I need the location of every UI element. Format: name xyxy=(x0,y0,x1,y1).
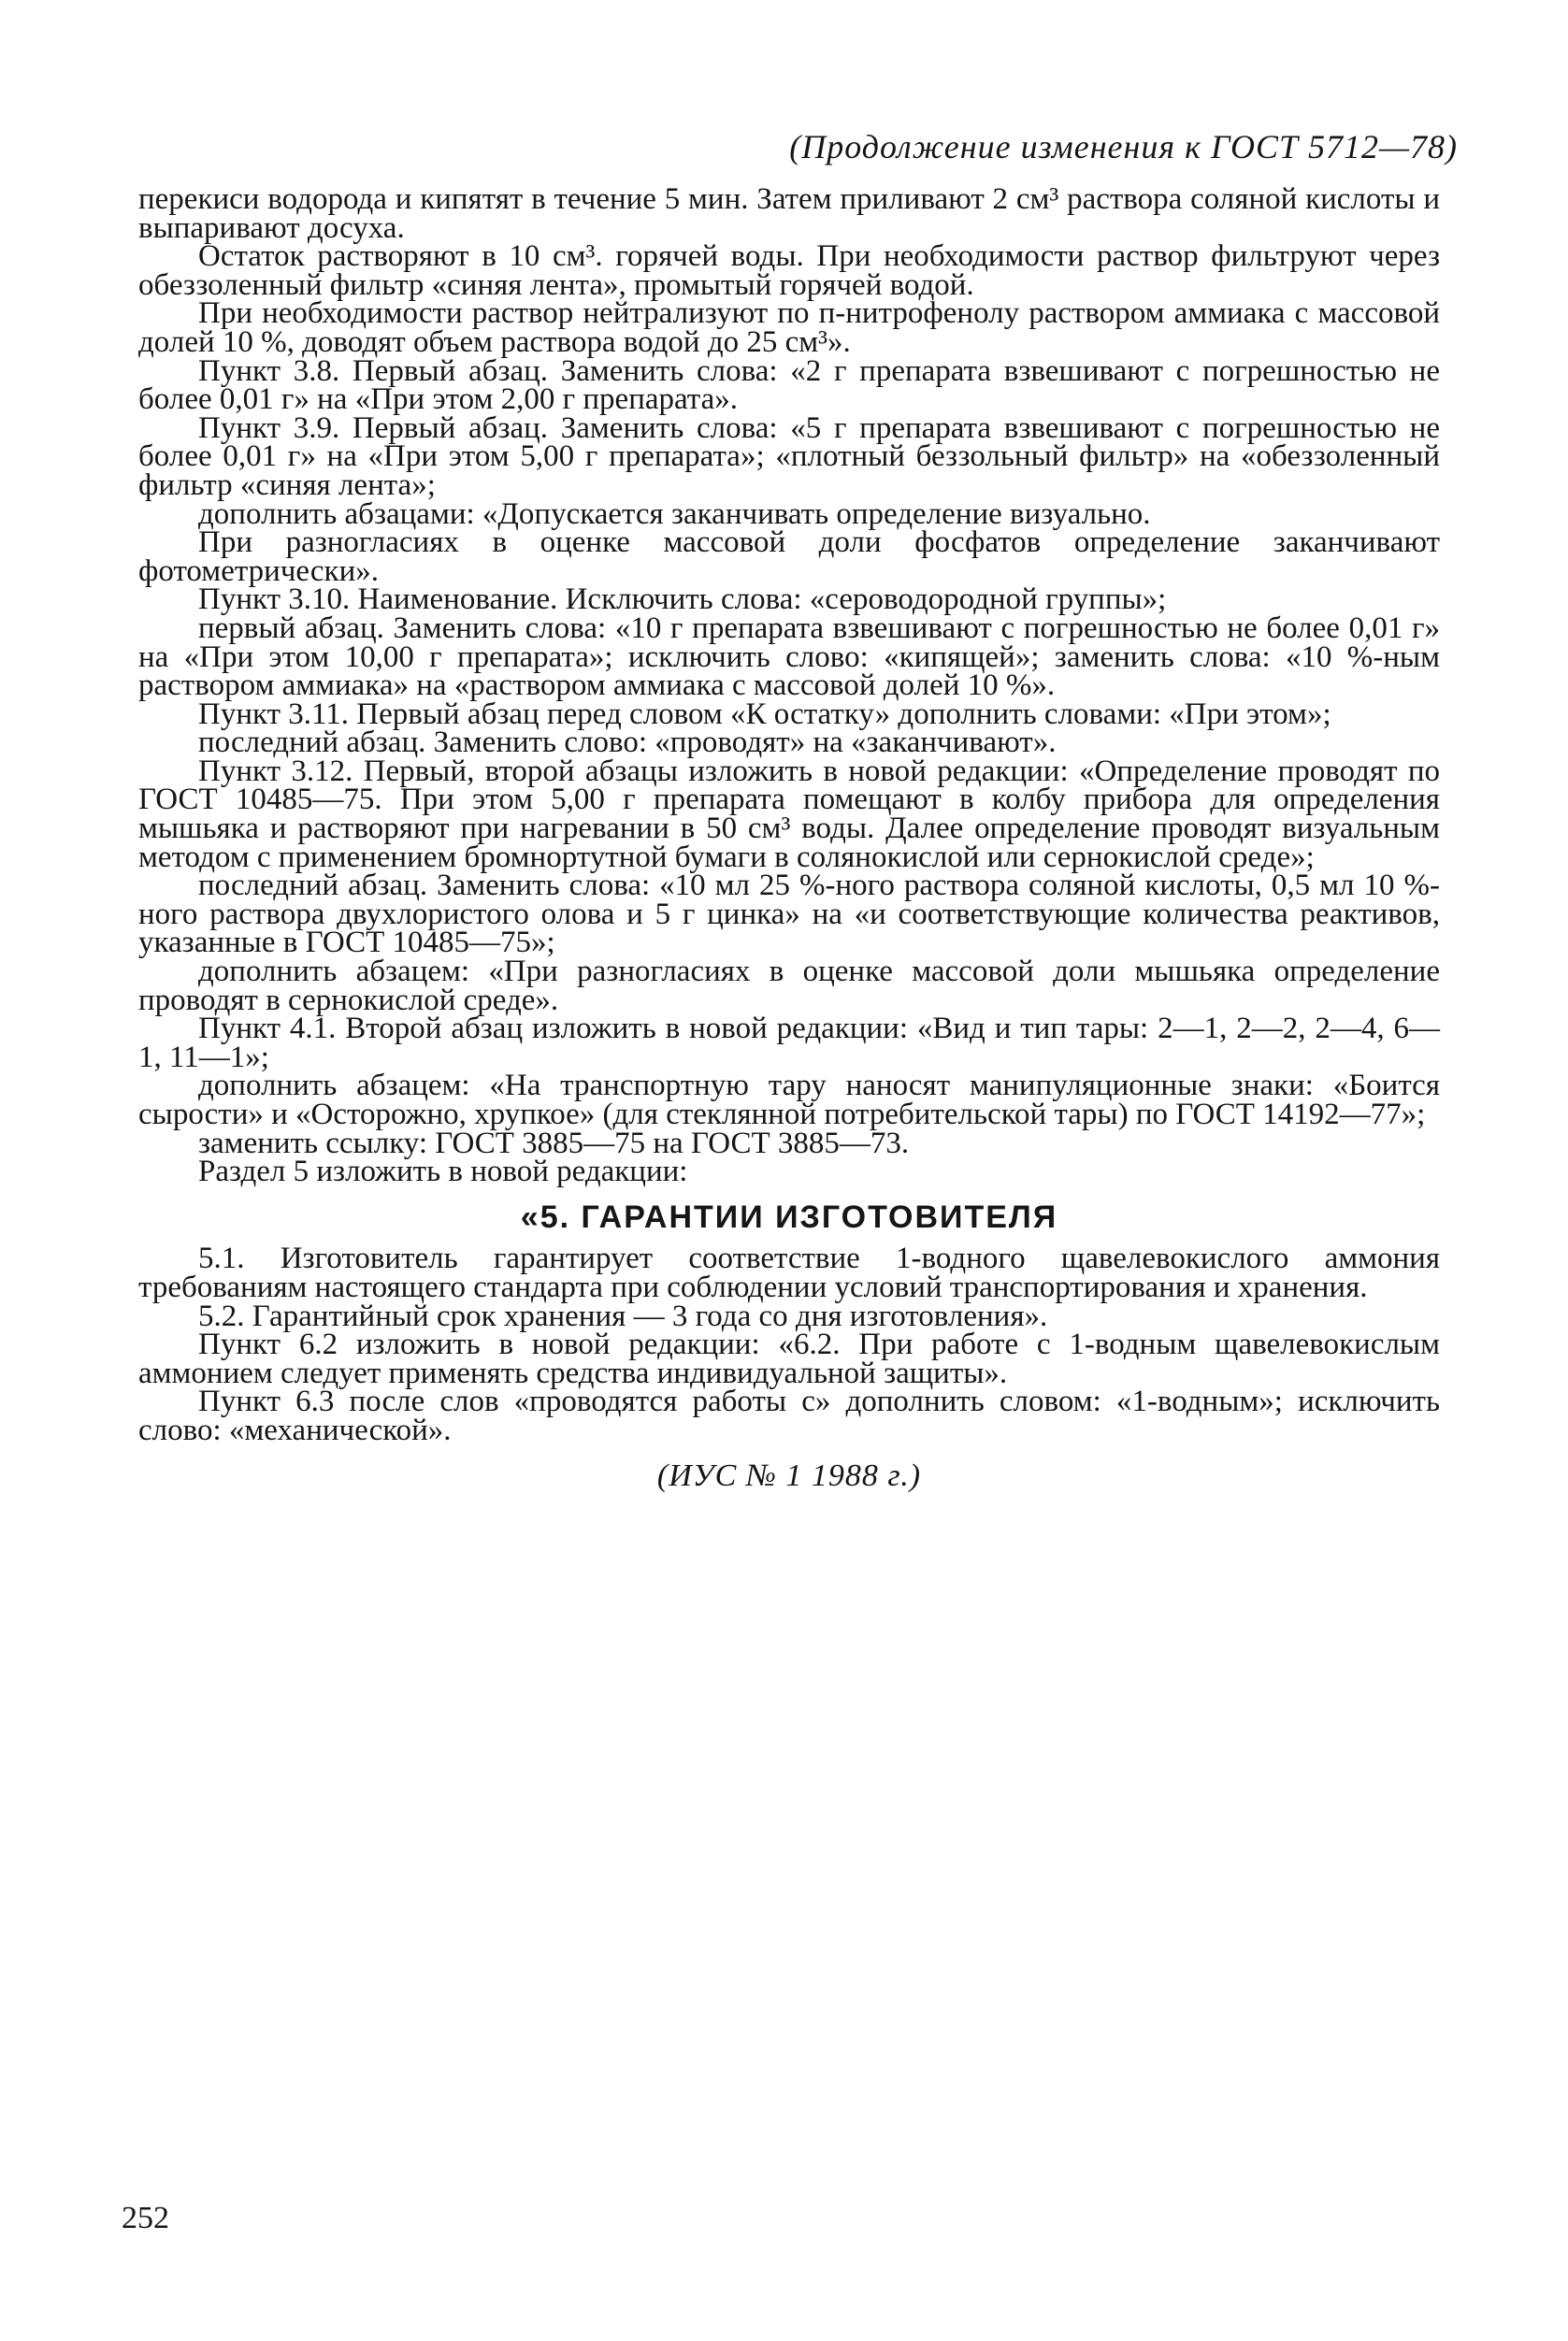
paragraph: Остаток растворяют в 10 см³. горячей воды. При необходимости раствор фильтруют через обеззоленный фильтр «синяя лента», промытый горячей водой. xyxy=(138,239,1440,302)
section-paragraph: Пункт 6.2 изложить в новой редакции: «6.2. При работе с 1-водным щавелевокислым аммонием следует применять средства индивидуальной защиты». xyxy=(138,1328,1440,1390)
section-paragraph: 5.1. Изготовитель гарантирует соответствие 1-водного щавелевокислого аммония требованиям настоящего стандарта при соблюдении условий транспортирования и хранения. xyxy=(138,1242,1440,1304)
paragraph: Пункт 3.11. Первый абзац перед словом «К остатку» дополнить словами: «При этом»; xyxy=(198,697,1331,731)
paragraph: При разногласиях в оценке массовой доли фосфатов определение заканчивают фотометрически». xyxy=(138,525,1440,588)
paragraph: последний абзац. Заменить слова: «10 мл 25 %-ного раствора соляной кислоты, 0,5 мл 10 %-ного раствора двухлористого олова и 5 г цинка» на «и соответствующие количества реактивов, указанные в ГОСТ 10485—75»; xyxy=(138,869,1440,960)
page-number: 252 xyxy=(122,2201,169,2235)
paragraph: Пункт 4.1. Второй абзац изложить в новой редакции: «Вид и тип тары: 2—1, 2—2, 2—4, 6—1, 11—1»; xyxy=(138,1012,1440,1074)
paragraph: Пункт 3.10. Наименование. Исключить слова: «сероводородной группы»; xyxy=(198,582,1167,617)
paragraph: Пункт 3.8. Первый абзац. Заменить слова: «2 г препарата взвешивают с погрешностью не более 0,01 г» на «При этом 2,00 г препарата». xyxy=(138,353,1440,417)
paragraph: Раздел 5 изложить в новой редакции: xyxy=(198,1155,688,1189)
paragraph: дополнить абзацами: «Допускается заканчивать определение визуально. xyxy=(198,496,1151,531)
section-paragraph: Пункт 6.3 после слов «проводятся работы с» дополнить словом: «1-водным»; исключить слово: «механической». xyxy=(138,1385,1440,1447)
paragraph: Пункт 3.9. Первый абзац. Заменить слова: «5 г препарата взвешивают с погрешностью не более 0,01 г» на «При этом 5,00 г препарата»; «плотный беззольный фильтр» на «обеззоленный фильтр «синяя лента»; xyxy=(138,410,1440,502)
paragraph: дополнить абзацем: «На транспортную тару наносят манипуляционные знаки: «Боится сырости» и «Осторожно, хрупкое» (для стеклянной потребительской тары) по ГОСТ 14192—77»; xyxy=(138,1069,1440,1131)
page-header: (Продолжение изменения к ГОСТ 5712—78) xyxy=(789,128,1458,165)
document-body xyxy=(138,182,1440,1493)
paragraph: перекиси водорода и кипятят в течение 5 мин. Затем приливают 2 см³ раствора соляной кислоты и выпаривают досуха. xyxy=(138,182,1440,245)
publication-reference: (ИУС № 1 1988 г.) xyxy=(656,1458,922,1493)
section-title: «5. ГАРАНТИИ ИЗГОТОВИТЕЛЯ xyxy=(520,1199,1058,1235)
paragraph: дополнить абзацем: «При разногласиях в оценке массовой доли мышьяка определение проводят в сернокислой среде». xyxy=(138,955,1440,1017)
paragraph: заменить ссылку: ГОСТ 3885—75 на ГОСТ 3885—73. xyxy=(198,1126,910,1160)
paragraph: первый абзац. Заменить слова: «10 г препарата взвешивают с погрешностью не более 0,01 г» на «При этом 10,00 г препарата»; исключить слово: «кипящей»; заменить слова: «10 %-ным раствором аммиака» на «раствором аммиака с массовой долей 10 %». xyxy=(138,610,1440,703)
paragraph: При необходимости раствор нейтрализуют по п-нитрофенолу раствором аммиака с массовой долей 10 %, доводят объем раствора водой до 25 см³». xyxy=(138,296,1440,359)
paragraph: Пункт 3.12. Первый, второй абзацы изложить в новой редакции: «Определение проводят по ГОСТ 10485—75. При этом 5,00 г препарата помещают в колбу прибора для определения мышьяка и растворяют при нагревании в 50 см³ воды. Далее определение проводят визуальным методом с применением бромнортутной бумаги в солянокислой или сернокислой среде»; xyxy=(138,754,1440,874)
paragraph: последний абзац. Заменить слово: «проводят» на «заканчивают». xyxy=(198,725,1057,760)
section-paragraph: 5.2. Гарантийный срок хранения — 3 года со дня изготовления». xyxy=(198,1299,1048,1333)
